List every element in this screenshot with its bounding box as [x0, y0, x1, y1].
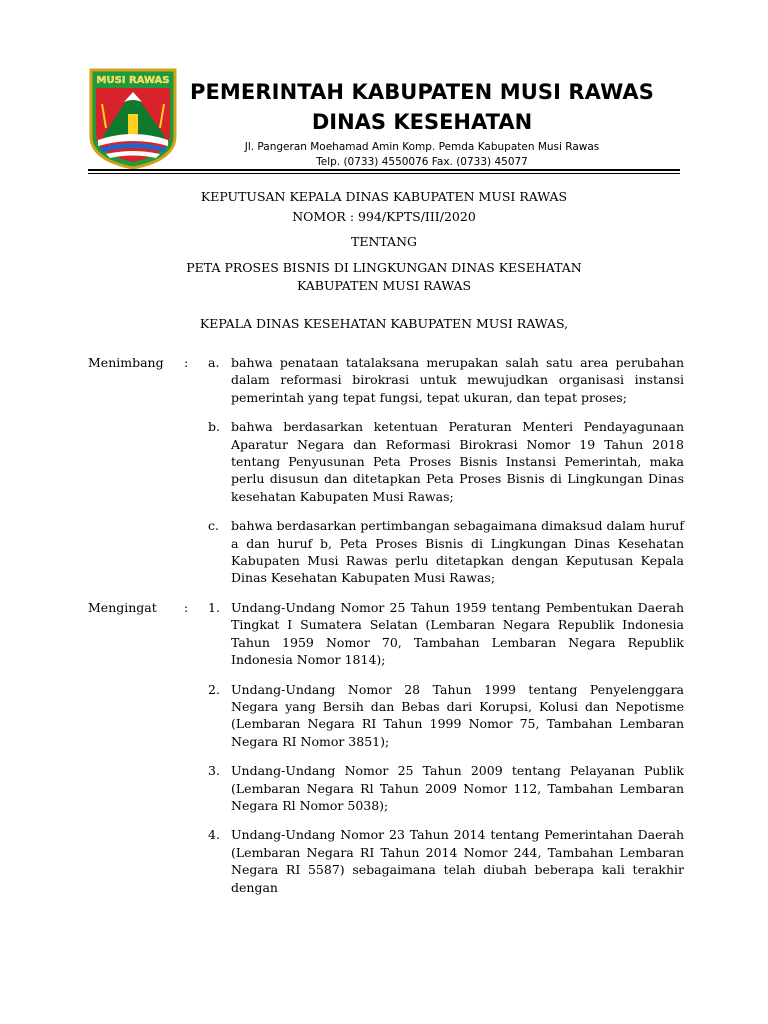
item-marker: 4. [208, 827, 220, 843]
item-marker: c. [208, 518, 219, 534]
item-text: Undang-Undang Nomor 23 Tahun 2014 tentang Pemerintahan Daerah (Lembaran Negara RI Tahun 2014 Nomor 244, Tambahan Lembaran Negara RI 5587) sebagaimana telah diubah beberapa kali terakhir dengan [231, 827, 684, 895]
decree-heading [88, 188, 680, 333]
menimbang-item-b [208, 418, 684, 505]
emblem-text: MUSI RAWAS [96, 75, 170, 86]
item-marker: 2. [208, 681, 220, 697]
decree-title: KEPUTUSAN KEPALA DINAS KABUPATEN MUSI RAWAS [200, 189, 568, 204]
menimbang-item-c [208, 517, 684, 587]
decree-body [88, 354, 684, 908]
menimbang-colon: : [184, 355, 189, 370]
decree-number: NOMOR : 994/KPTS/III/2020 [292, 208, 476, 224]
office-phone: Telp. (0733) 4550076 Fax. (0733) 45077 [316, 156, 528, 168]
header-rule-thick [88, 169, 680, 171]
decree-subject-line2: KABUPATEN MUSI RAWAS [296, 278, 472, 293]
mengingat-label: Mengingat [88, 599, 157, 615]
menimbang-item-a [208, 354, 684, 406]
department-name: DINAS KESEHATAN [311, 110, 533, 134]
item-marker: 1. [208, 599, 220, 615]
office-address: Jl. Pangeran Moehamad Amin Komp. Pemda Kabupaten Musi Rawas [244, 141, 600, 153]
menimbang-section [88, 354, 684, 587]
item-text: Undang-Undang Nomor 25 Tahun 2009 tentang Pelayanan Publik (Lembaran Negara Rl Tahun 2009 Nomor 112, Tambahan Lembaran Negara Rl Nomor 5038); [231, 763, 684, 813]
mengingat-item-2 [208, 681, 684, 751]
decree-about: TENTANG [350, 234, 417, 249]
item-text: Undang-Undang Nomor 25 Tahun 1959 tentang Pembentukan Daerah Tingkat I Sumatera Selatan (Lembaran Negara Republik Indonesia Tahun 1959 Nomor 70, Tambahan Lembaran Negara Republik Indonesia Nomor 1814); [231, 599, 684, 668]
item-text: bahwa penataan tatalaksana merupakan salah satu area perubahan dalam reformasi birokrasi untuk mewujudkan organisasi instansi pemerintah yang tepat fungsi, tepat ukuran, dan tepat proses; [231, 355, 684, 405]
mengingat-item-4 [208, 826, 684, 896]
mengingat-colon: : [184, 599, 189, 615]
government-name: PEMERINTAH KABUPATEN MUSI RAWAS [190, 80, 654, 104]
item-text: bahwa berdasarkan ketentuan Peraturan Menteri Pendayagunaan Aparatur Negara dan Reformasi Birokrasi Nomor 19 Tahun 2018 tentang Penyusunan Peta Proses Bisnis Instansi Pemerintah, maka perlu disusun dan ditetapkan Peta Proses Bisnis di Lingkungan Dinas kesehatan Kabupaten Musi Rawas; [231, 419, 684, 504]
menimbang-label: Menimbang [88, 355, 164, 370]
header-rule-thin [88, 173, 680, 174]
item-text: Undang-Undang Nomor 28 Tahun 1999 tentang Penyelenggara Negara yang Bersih dan Bebas dari Korupsi, Kolusi dan Nepotisme (Lembaran Negara RI Tahun 1999 Nomor 75, Tambahan Lembaran Negara RI Nomor 3851); [231, 681, 684, 749]
decree-issuer: KEPALA DINAS KESEHATAN KABUPATEN MUSI RAWAS, [199, 315, 569, 331]
mengingat-item-1 [208, 599, 684, 669]
decree-subject-line1: PETA PROSES BISNIS DI LINGKUNGAN DINAS KESEHATAN [186, 259, 582, 275]
mengingat-section [88, 599, 684, 896]
letterhead [88, 68, 680, 178]
item-marker: a. [208, 355, 220, 370]
musi-rawas-emblem-icon [88, 68, 178, 170]
item-text: bahwa berdasarkan pertimbangan sebagaimana dimaksud dalam huruf a dan huruf b, Peta Proses Bisnis di Lingkungan Dinas Kesehatan Kabupaten Musi Rawas perlu ditetapkan dengan Keputusan Kepala Dinas Kesehatan Kabupaten Musi Rawas; [231, 518, 684, 586]
mengingat-item-3 [208, 762, 684, 814]
item-marker: b. [208, 419, 220, 435]
item-marker: 3. [208, 763, 220, 779]
